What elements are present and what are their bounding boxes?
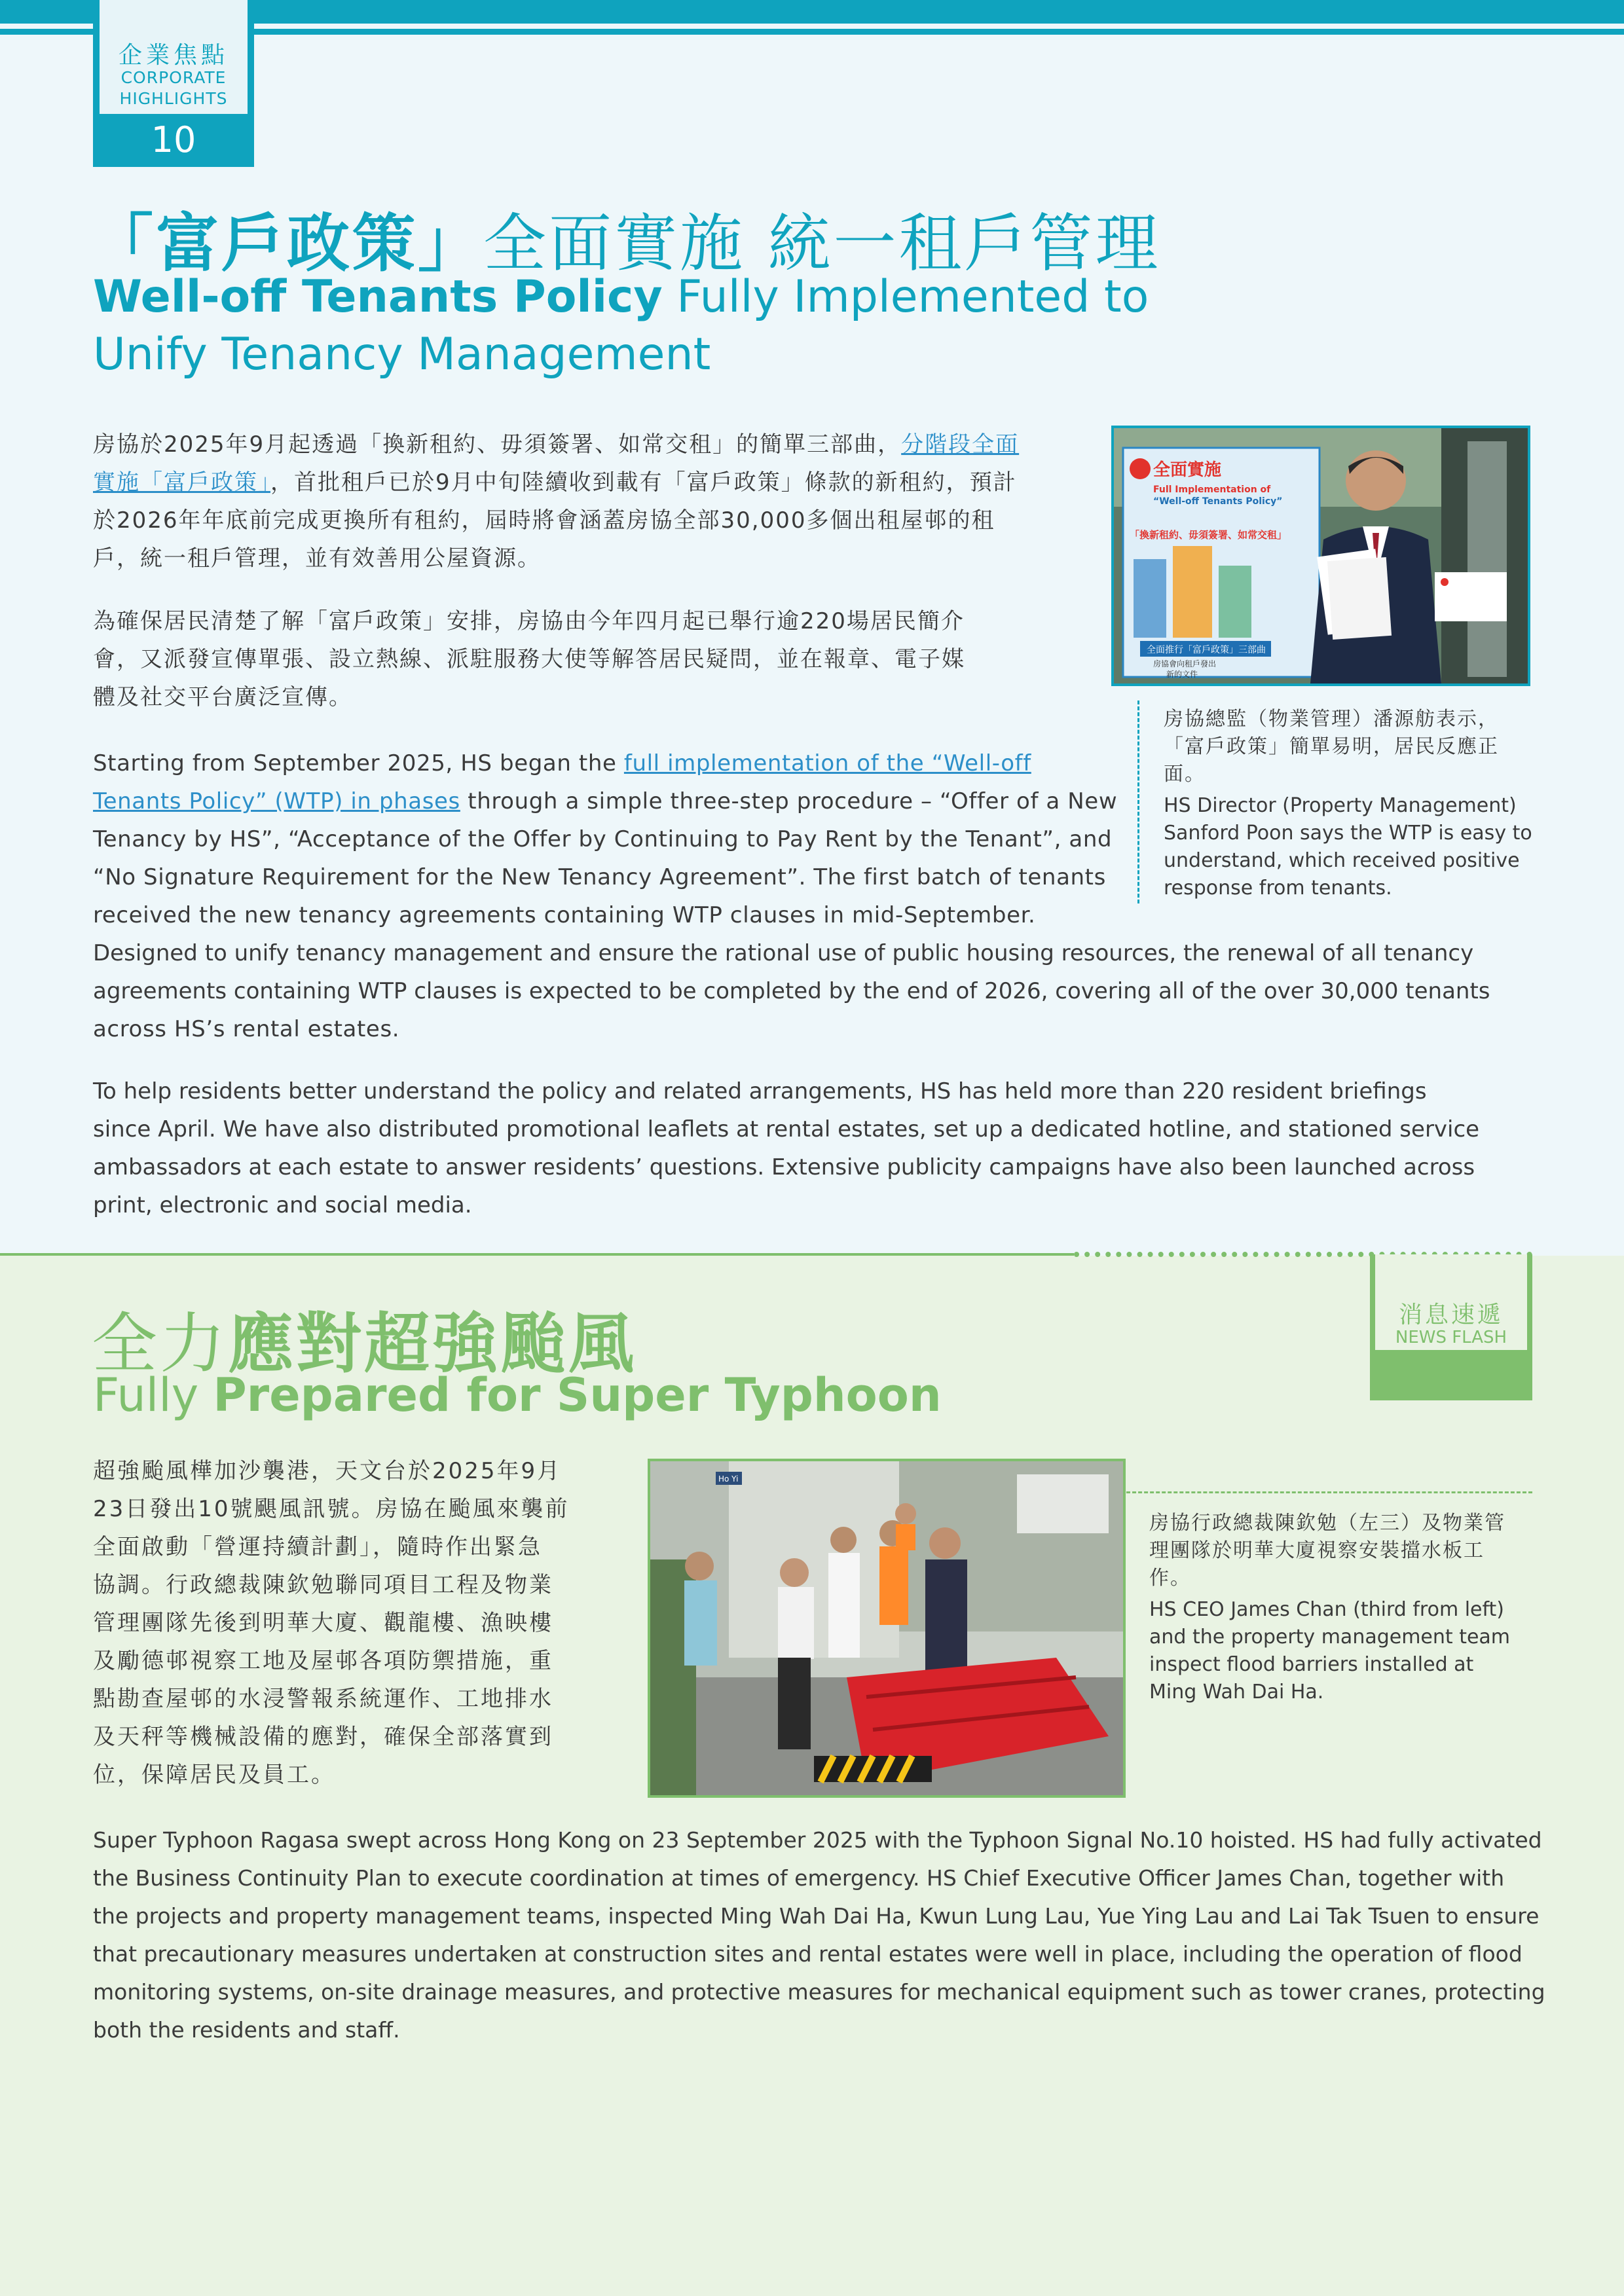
para-line: 23日發出10號颶風訊號。房協在颱風來襲前 <box>93 1496 570 1522</box>
para-line: 協調。行政總裁陳欽勉聯同項目工程及物業 <box>93 1572 553 1598</box>
title-en-rest: Fully Implemented to <box>662 271 1149 323</box>
title-en-bold: Well-off Tenants Policy <box>93 271 663 323</box>
para-line: 體及社交平台廣泛宣傳。 <box>93 684 352 710</box>
section-tab-inner <box>100 0 248 114</box>
caption1-en <box>1137 792 1537 902</box>
section-label-zh: 企業焦點 <box>118 42 229 69</box>
banner-subtitle: Full Implementation of <box>1153 484 1271 495</box>
para-line: 於2026年年底前完成更換所有租約，屆時將會涵蓋房協全部30,000多個出租屋邨的租 <box>93 507 995 534</box>
article2-para-en <box>93 1821 1545 2049</box>
para-line: Super Typhoon Ragasa swept across Hong Kong on 23 September 2025 with the Typhoon Signal No.10 hoisted. HS had fully activated <box>93 1827 1542 1853</box>
para-line: since April. We have also distributed promotional leaflets at rental estates, set up a dedicated hotline, and stationed service <box>93 1116 1480 1142</box>
para-line: both the residents and staff. <box>93 2017 400 2043</box>
caption-line: HS CEO James Chan (third from left) <box>1149 1598 1505 1621</box>
caption-line: HS Director (Property Management) <box>1164 794 1517 817</box>
para-line: 會，又派發宣傳單張、設立熱線、派駐服務大使等解答居民疑問，並在報章、電子媒 <box>93 646 965 672</box>
para-text: 房協於2025年9月起透過「換新租約、毋須簽署、如常交租」的簡單三部曲， <box>93 431 902 458</box>
article1-para2-zh <box>93 602 1075 716</box>
news-flash-tab <box>1370 1254 1532 1400</box>
caption-line: 「富戶政策」簡單易明，居民反應正 <box>1164 735 1499 758</box>
news-divider-line <box>0 1253 1074 1256</box>
para-line: 全面啟動「營運持續計劃」，隨時作出緊急 <box>93 1534 542 1560</box>
title-en-line1 <box>93 268 1149 326</box>
caption-line: 作。 <box>1149 1567 1191 1590</box>
para-text: Starting from September 2025, HS began the <box>93 750 624 776</box>
article1-para1-zh <box>93 426 1075 577</box>
policy-link[interactable]: full implementation of the “Well-off <box>623 750 1031 776</box>
caption-line: understand, which received positive <box>1164 849 1520 872</box>
para-line: across HS’s rental estates. <box>93 1016 400 1042</box>
page-number: 10 <box>151 119 196 160</box>
para-text: ，首批租戶已於9月中旬陸續收到載有「富戶政策」條款的新租約，預計 <box>270 469 1017 496</box>
para-line: that precautionary measures undertaken at construction sites and rental estates were well in place, including the operation of flood <box>93 1941 1522 1967</box>
caption-line: inspect flood barriers installed at <box>1149 1653 1474 1676</box>
para-line: 為確保居民清楚了解「富戶政策」安排，房協由今年四月起已舉行逾220場居民簡介 <box>93 608 965 634</box>
para-line: 點勘查屋邨的水浸警報系統運作、工地排水 <box>93 1686 553 1712</box>
title2-zh-bold: 應對超強颱風 <box>228 1305 637 1382</box>
para-line <box>93 426 1075 464</box>
para-line: the Business Continuity Plan to execute coordination at times of emergency. HS Chief Executive Officer James Chan, together with <box>93 1865 1505 1891</box>
caption-line: 房協總監（物業管理）潘源舫表示， <box>1164 708 1499 731</box>
caption-line: response from tenants. <box>1164 877 1392 900</box>
news-flash-tab-inner <box>1375 1254 1527 1350</box>
para-line: Designed to unify tenancy management and ensure the rational use of public housing resources, the renewal of all tenancy <box>93 940 1474 966</box>
title-en-line2: Unify Tenancy Management <box>93 329 711 380</box>
title-zh-light: 全面實施 統一租戶管理 <box>483 207 1161 280</box>
para-line: 管理團隊先後到明華大廈、觀龍樓、漁映樓 <box>93 1610 553 1636</box>
banner-footer-3: 新的文件 <box>1166 670 1198 679</box>
policy-link[interactable]: 實施「富戶政策」 <box>93 469 270 496</box>
policy-link[interactable]: Tenants Policy” (WTP) in phases <box>93 788 460 814</box>
para-line: the projects and property management teams, inspected Ming Wah Dai Ha, Kwun Lung Lau, Yue Ying Lau and Lai Tak Tsuen to ensure <box>93 1903 1540 1929</box>
section-tab <box>93 0 254 167</box>
inspection-photo-illustration <box>650 1461 1123 1795</box>
article2-para-zh <box>93 1452 617 1794</box>
caption2-zh <box>1149 1510 1536 1592</box>
caption-line: 房協行政總裁陳欽勉（左三）及物業管 <box>1149 1512 1505 1535</box>
banner-slogan: 「換新租約、毋須簽署、如常交租」 <box>1130 529 1287 541</box>
title2-en-bold: Prepared for Super Typhoon <box>213 1368 942 1422</box>
para-line: To help residents better understand the policy and related arrangements, HS has held more than 220 resident briefings <box>93 1078 1427 1104</box>
para-line: ambassadors at each estate to answer residents’ questions. Extensive publicity campaigns have also been launched across <box>93 1154 1475 1180</box>
para-line: Tenancy by HS”, “Acceptance of the Offer by Continuing to Pay Rent by the Tenant”, and <box>93 826 1113 852</box>
caption-line: 理團隊於明華大廈視察安裝擋水板工 <box>1149 1539 1485 1562</box>
para-line: received the new tenancy agreements containing WTP clauses in mid-September. <box>93 902 1036 928</box>
caption-line: Ming Wah Dai Ha. <box>1149 1681 1324 1704</box>
inspection-photo <box>648 1459 1126 1798</box>
inspection-photo-caption <box>1149 1510 1536 1706</box>
caption-line: 面。 <box>1164 763 1206 786</box>
title2-en-light: Fully <box>93 1368 213 1422</box>
para-line: 位，保障居民及員工。 <box>93 1762 335 1788</box>
director-photo-illustration <box>1114 428 1528 683</box>
banner-title: 全面實施 <box>1153 460 1222 480</box>
article1-para2-en <box>93 1072 1534 1224</box>
para-line: 及天秤等機械設備的應對，確保全部落實到 <box>93 1724 553 1750</box>
section-label-en-1: CORPORATE <box>120 68 227 87</box>
title2-zh-light: 全力 <box>92 1305 228 1382</box>
para-text: through a simple three-step procedure – “Offer of a New <box>460 788 1118 814</box>
caption2-divider <box>1126 1491 1532 1493</box>
director-photo-caption <box>1137 706 1537 902</box>
caption1-zh <box>1137 706 1537 788</box>
article1-title-en <box>93 268 1149 384</box>
director-photo <box>1111 426 1530 686</box>
news-flash-label-en: NEWS FLASH <box>1395 1328 1507 1347</box>
caption-line: and the property management team <box>1149 1626 1511 1649</box>
policy-link[interactable]: 分階段全面 <box>901 431 1020 458</box>
para-line: 超強颱風樺加沙襲港，天文台於2025年9月 <box>93 1458 562 1484</box>
caption2-en <box>1149 1596 1536 1706</box>
para-line: “No Signature Requirement for the New Tenancy Agreement”. The first batch of tenants <box>93 864 1106 890</box>
caption-line: Sanford Poon says the WTP is easy to <box>1164 822 1532 845</box>
para-line <box>93 464 1075 501</box>
para-line: monitoring systems, on-site drainage measures, and protective measures for mechanical equipment such as tower cranes, protecting <box>93 1979 1545 2005</box>
banner-subtitle-2: “Well-off Tenants Policy” <box>1153 496 1283 507</box>
news-flash-label-zh: 消息速遞 <box>1398 1302 1504 1328</box>
title-zh-bold: 「富戶政策」 <box>90 207 483 280</box>
para-line: agreements containing WTP clauses is expected to be completed by the end of 2026, covering all of the over 30,000 tenants <box>93 978 1490 1004</box>
para-line: print, electronic and social media. <box>93 1192 472 1218</box>
article2-title-en <box>93 1368 942 1422</box>
banner-footer-2: 房協會向租戶發出 <box>1153 659 1217 668</box>
building-sign: Ho Yi <box>718 1474 739 1484</box>
para-line: 及勵德邨視察工地及屋邨各項防禦措施，重 <box>93 1648 553 1674</box>
para-line: 戶，統一租戶管理，並有效善用公屋資源。 <box>93 545 541 572</box>
section-label-en-2: HIGHLIGHTS <box>119 89 228 108</box>
banner-footer: 全面推行「富戶政策」三部曲 <box>1147 645 1266 655</box>
